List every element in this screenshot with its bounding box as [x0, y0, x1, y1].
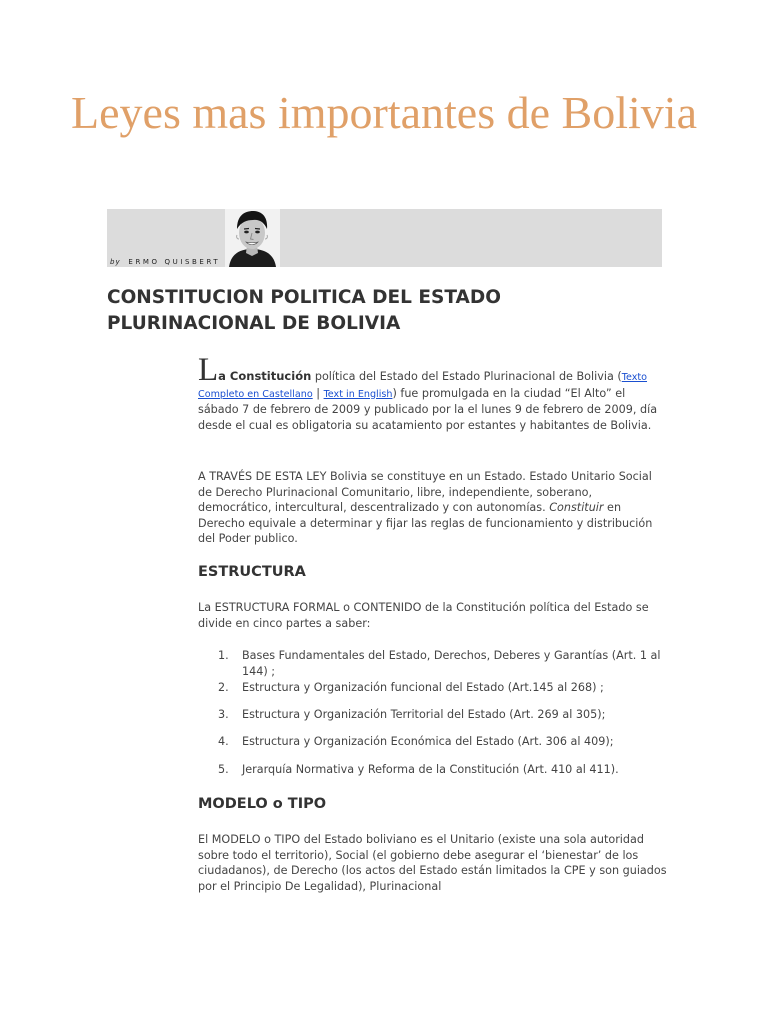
paragraph-2-text-2: en Derecho equivale a determinar y fijar las reglas de funcionamiento y distribución del Poder publico. — [198, 501, 653, 546]
paragraph-2-text-1: A TRAVÉS DE ESTA LEY Bolivia se constituye en un Estado. Estado Unitario Social de Derecho Plurinacional Comunitario, libre, independiente, soberano, democrático, intercultural, descentralizado y con autonomías. — [198, 470, 652, 515]
intro-paragraph — [198, 352, 668, 433]
list-number: 3. — [218, 708, 229, 721]
lead-bold-text: a Constitución — [218, 369, 312, 383]
author-byline — [110, 258, 220, 266]
list-number: 4. — [218, 735, 229, 748]
link-text-in-english[interactable]: Text in English — [323, 388, 393, 400]
drop-cap: L — [198, 352, 219, 388]
link-texto-completo[interactable]: Texto Completo en Castellano — [198, 372, 648, 400]
list-text: Estructura y Organización Territorial del Estado (Art. 269 al 305); — [242, 708, 606, 721]
list-number: 5. — [218, 763, 229, 776]
intro-text-1: política del Estado del Estado Plurinacional de Bolivia ( — [311, 370, 622, 383]
estructura-intro-text: La ESTRUCTURA FORMAL o CONTENIDO de la Constitución política del Estado se divide en cinco partes a saber: — [198, 601, 649, 630]
list-number: 2. — [218, 681, 229, 694]
byline-prefix: by — [110, 258, 121, 266]
author-photo — [225, 209, 280, 267]
estructura-intro — [198, 600, 668, 631]
document-heading: CONSTITUCION POLITICA DEL ESTADO PLURINACIONAL DE BOLIVIA — [107, 287, 501, 334]
list-text: Bases Fundamentales del Estado, Derechos, Deberes y Garantías (Art. 1 al 144) ; — [242, 649, 661, 678]
author-band — [107, 209, 662, 267]
modelo-heading: MODELO o TIPO — [198, 796, 327, 812]
modelo-paragraph — [198, 832, 668, 894]
intro-text-2: ) fue promulgada en la ciudad “El Alto” el sábado 7 de febrero de 2009 y publicado por la el lunes 9 de febrero de 2009, día desde el cual es obligatoria su acatamiento por estantes y habitantes de Bolivia. — [198, 386, 658, 432]
list-text: Estructura y Organización Económica del Estado (Art. 306 al 409); — [242, 735, 614, 748]
estructura-heading: ESTRUCTURA — [198, 564, 306, 580]
paragraph-2 — [198, 469, 668, 547]
list-text: Estructura y Organización funcional del Estado (Art.145 al 268) ; — [242, 681, 604, 694]
page-title: Leyes mas importantes de Bolivia — [71, 87, 697, 138]
paragraph-2-italic: Constituir — [549, 501, 604, 515]
modelo-text: El MODELO o TIPO del Estado boliviano es el Unitario (existe una sola autoridad sobre todo el territorio), Social (el gobierno debe asegurar el ‘bienestar’ de los ciudadanos), de Derecho (los actos del Estado están limitados la CPE y son guiados por el Principio De Legalidad), Plurinacional — [198, 833, 667, 893]
list-number: 1. — [218, 649, 229, 662]
author-name: ERMO QUISBERT — [128, 258, 221, 266]
link-separator: | — [312, 386, 324, 400]
list-text: Jerarquía Normativa y Reforma de la Constitución (Art. 410 al 411). — [242, 763, 619, 776]
